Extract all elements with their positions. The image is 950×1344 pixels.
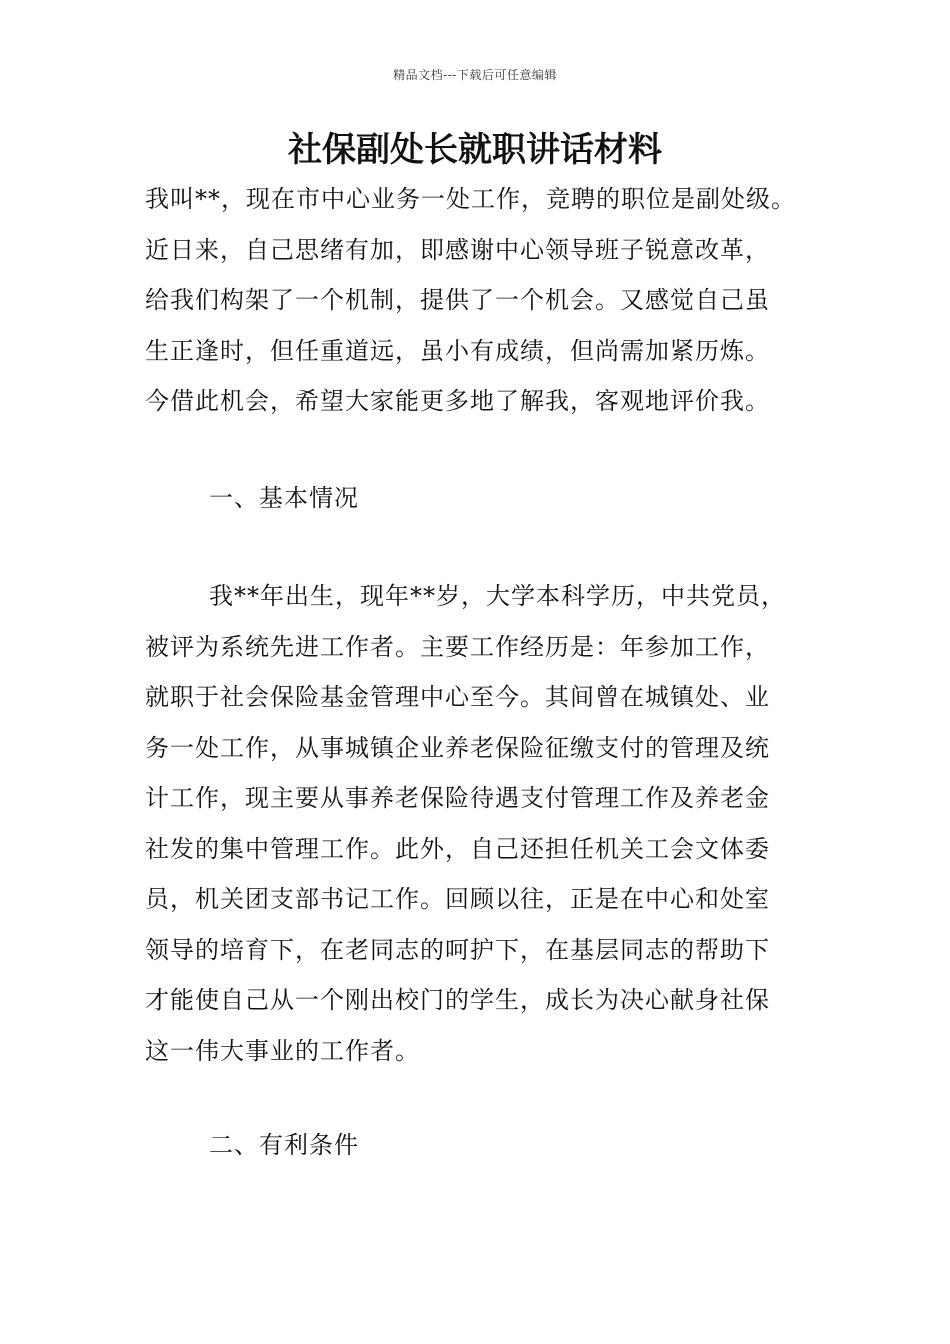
basic-info-paragraph [145,571,825,1076]
paragraph-line: 这一伟大事业的工作者。 [145,1036,420,1065]
paragraph-line: 生正逢时，但任重道远，虽小有成绩，但尚需加紧历炼。 [145,336,770,365]
paragraph-line: 我叫**，现在市中心业务一处工作，竞聘的职位是副处级。 [145,185,796,213]
section-heading-basic-info: 一、基本情况 [209,484,359,512]
paragraph-line: 给我们构架了一个机制，提供了一个机会。又感觉自己虽 [145,286,770,314]
paragraph-line: 今借此机会，希望大家能更多地了解我，客观地评价我。 [145,387,770,415]
paragraph-line: 务一处工作，从事城镇企业养老保险征缴支付的管理及统 [145,733,770,762]
paragraph-line: 计工作，现主要从事养老保险待遇支付管理工作及养老金 [145,784,770,812]
paragraph-line: 社发的集中管理工作。此外，自己还担任机关工会文体委 [145,834,770,863]
paragraph-line: 就职于社会保险基金管理中心至今。其间曾在城镇处、业 [145,683,770,711]
paragraph-line: 近日来，自己思绪有加，即感谢中心领导班子锐意改革， [145,235,770,264]
paragraph-line: 才能使自己从一个刚出校门的学生，成长为决心献身社保 [145,986,770,1014]
paragraph-line: 员，机关团支部书记工作。回顾以往，正是在中心和处室 [145,885,770,913]
paragraph-line: 我**年出生，现年**岁，大学本科学历，中共党员， [209,582,786,610]
paragraph-line: 被评为系统先进工作者。主要工作经历是：年参加工作， [145,632,770,661]
document-title: 社保副处长就职讲话材料 [288,130,662,170]
header-note: 精品文档---下载后可任意编辑 [393,68,557,82]
intro-paragraph [145,174,825,427]
paragraph-line: 领导的培育下，在老同志的呵护下，在基层同志的帮助下 [145,935,770,964]
section-heading-advantages: 二、有利条件 [209,1131,359,1159]
